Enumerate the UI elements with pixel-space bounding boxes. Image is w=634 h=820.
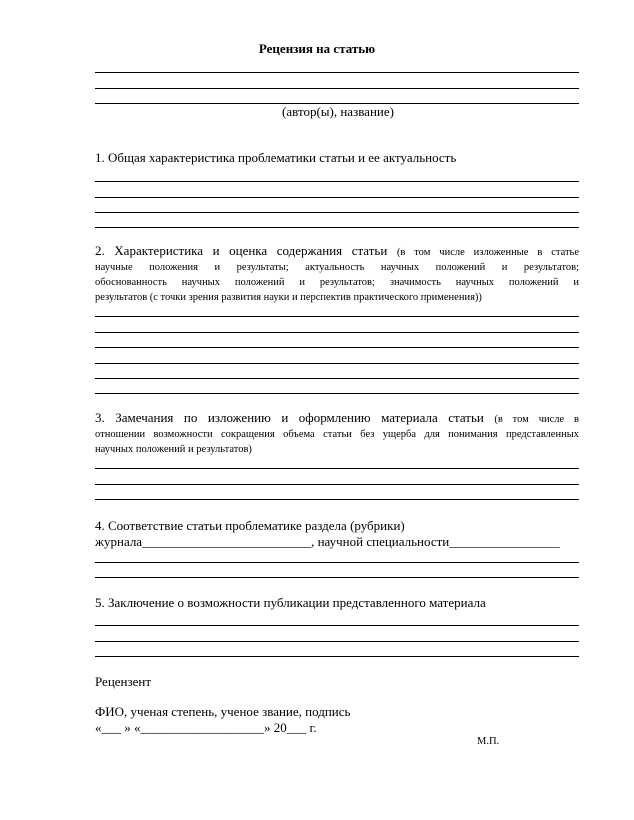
page-title: Рецензия на статью xyxy=(258,41,376,56)
fill-line[interactable] xyxy=(95,347,579,348)
section-2-note: результатов (с точки зрения развития науки и перспектив практического применения)) xyxy=(95,292,482,303)
fill-line[interactable] xyxy=(95,577,579,578)
reviewer-fields: ФИО, ученая степень, ученое звание, подпись xyxy=(95,704,351,719)
fill-line[interactable] xyxy=(95,197,579,198)
fill-line[interactable] xyxy=(95,656,579,657)
fill-line[interactable] xyxy=(95,181,579,182)
fill-line[interactable] xyxy=(95,88,579,89)
author-caption: (автор(ы), название) xyxy=(282,104,394,119)
date-line: «___ » «___________________» 20___ г. xyxy=(95,720,317,735)
fill-line[interactable] xyxy=(95,625,579,626)
section-1-heading: 1. Общая характеристика проблематики статьи и ее актуальность xyxy=(95,150,457,165)
section-2-note: (в том числе изложенные в статье xyxy=(396,247,579,258)
fill-line[interactable] xyxy=(95,562,579,563)
fill-line[interactable] xyxy=(95,484,579,485)
section-3-note: научных положений и результатов) xyxy=(95,444,252,455)
section-3-heading: 3. Замечания по изложению и оформлению материала статьи xyxy=(95,410,484,425)
section-4-journal-line: журнала__________________________, научной специальности_________________ xyxy=(95,534,560,549)
fill-line[interactable] xyxy=(95,316,579,317)
section-3-note: отношении возможности сокращения объема статьи без ущерба для понимания представленных xyxy=(95,429,579,440)
fill-line[interactable] xyxy=(95,641,579,642)
fill-line[interactable] xyxy=(95,363,579,364)
fill-line[interactable] xyxy=(95,212,579,213)
section-3-note: (в том числе в xyxy=(494,414,579,425)
section-2-heading: 2. Характеристика и оценка содержания статьи xyxy=(95,243,388,258)
fill-line[interactable] xyxy=(95,499,579,500)
section-2-note: обоснованность научных положений и результатов; значимость научных положений и xyxy=(95,277,579,288)
section-2-note: научные положения и результаты; актуальность научных положений и результатов; xyxy=(95,262,579,273)
section-3-text xyxy=(95,410,579,457)
stamp-label: М.П. xyxy=(477,736,500,747)
fill-line[interactable] xyxy=(95,227,579,228)
section-4-heading: 4. Соответствие статьи проблематике раздела (рубрики) xyxy=(95,518,405,533)
fill-line[interactable] xyxy=(95,468,579,469)
reviewer-label: Рецензент xyxy=(95,674,152,689)
section-5-heading: 5. Заключение о возможности публикации представленного материала xyxy=(95,595,486,610)
fill-line[interactable] xyxy=(95,332,579,333)
fill-line[interactable] xyxy=(95,72,579,73)
fill-line[interactable] xyxy=(95,378,579,379)
fill-line[interactable] xyxy=(95,393,579,394)
section-2-text xyxy=(95,243,579,305)
